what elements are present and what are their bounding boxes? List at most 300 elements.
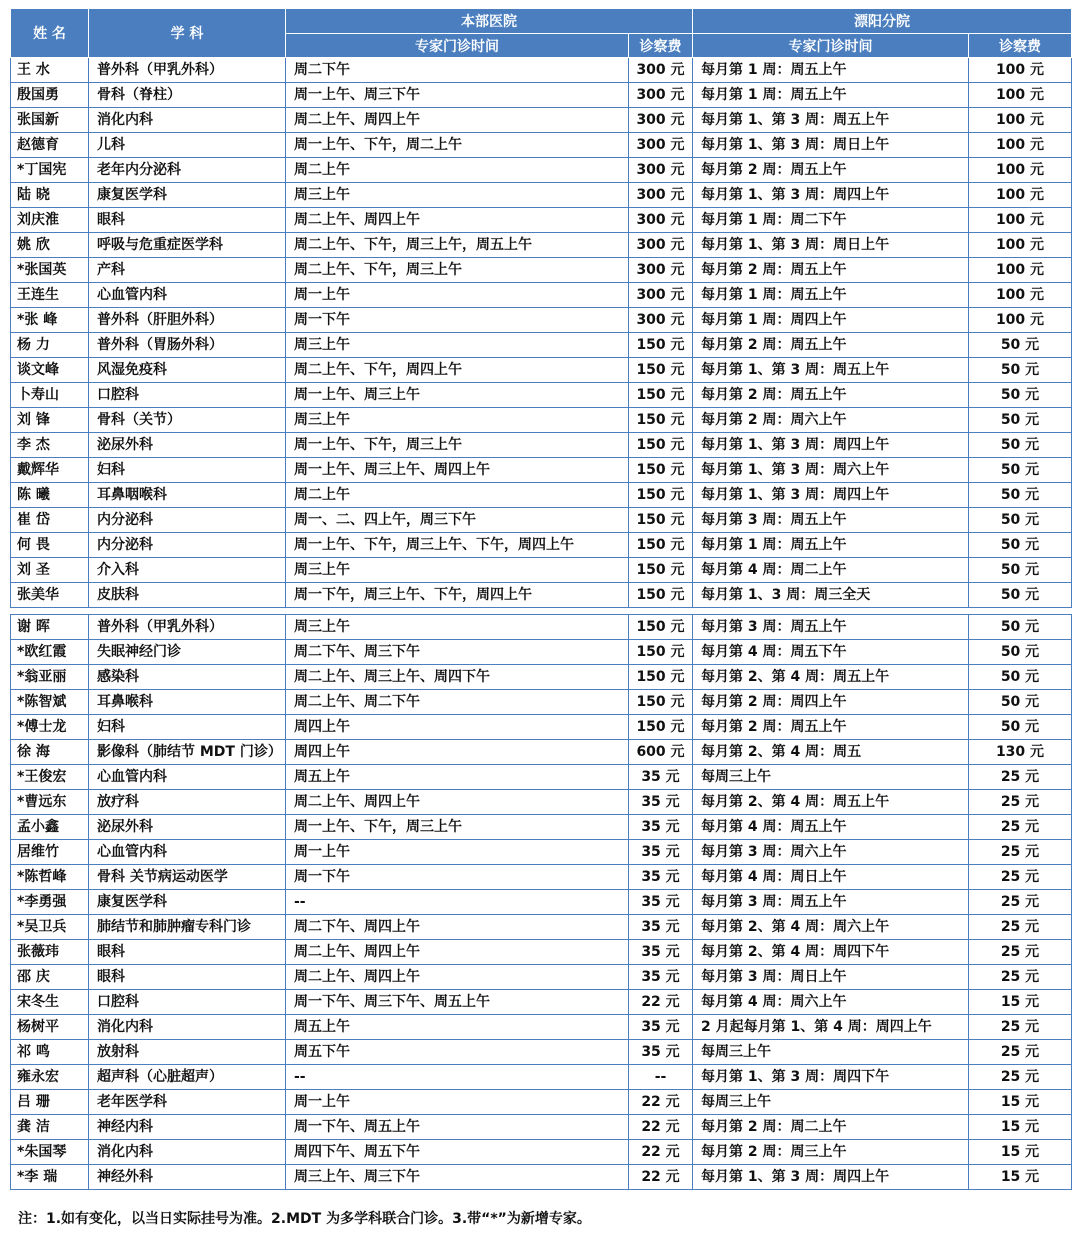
main-schedule-cell: 周五上午 (286, 765, 629, 790)
main-fee-cell: 35 元 (629, 865, 693, 890)
branch-fee-cell: 50 元 (969, 458, 1072, 483)
doctor-name-cell: 张国新 (11, 108, 89, 133)
branch-fee-cell: 100 元 (969, 108, 1072, 133)
branch-schedule-cell: 每月第 1、第 3 周：周日上午 (693, 233, 969, 258)
table-row (11, 640, 1072, 665)
table-row (11, 358, 1072, 383)
department-cell: 肺结节和肺肿瘤专科门诊 (89, 915, 286, 940)
department-cell: 口腔科 (89, 383, 286, 408)
branch-schedule-cell: 每月第 1、3 周：周三全天 (693, 583, 969, 608)
branch-schedule-cell: 每月第 1、第 3 周：周五上午 (693, 358, 969, 383)
department-cell: 心血管内科 (89, 283, 286, 308)
department-cell: 口腔科 (89, 990, 286, 1015)
table-row (11, 690, 1072, 715)
branch-schedule-cell: 每月第 2、第 4 周：周五 (693, 740, 969, 765)
branch-schedule-cell: 每月第 4 周：周五下午 (693, 640, 969, 665)
department-cell: 失眠神经门诊 (89, 640, 286, 665)
department-cell: 消化内科 (89, 1140, 286, 1165)
branch-fee-cell: 25 元 (969, 1015, 1072, 1040)
doctor-name-cell: 何 畏 (11, 533, 89, 558)
department-cell: 耳鼻咽喉科 (89, 483, 286, 508)
table-row (11, 1065, 1072, 1090)
branch-fee-cell: 50 元 (969, 583, 1072, 608)
main-fee-cell: 22 元 (629, 1165, 693, 1190)
department-cell: 心血管内科 (89, 840, 286, 865)
main-schedule-cell: 周二上午、周四上午 (286, 108, 629, 133)
department-cell: 神经内科 (89, 1115, 286, 1140)
header-main-hospital: 本部医院 (286, 9, 693, 34)
table-row (11, 1015, 1072, 1040)
branch-schedule-cell: 每月第 1、第 3 周：周四下午 (693, 1065, 969, 1090)
doctor-name-cell: 雍永宏 (11, 1065, 89, 1090)
main-fee-cell: 35 元 (629, 815, 693, 840)
main-schedule-cell: 周三上午 (286, 183, 629, 208)
main-fee-cell: 300 元 (629, 58, 693, 83)
main-schedule-cell: 周一、二、四上午，周三下午 (286, 508, 629, 533)
doctor-name-cell: *陈哲峰 (11, 865, 89, 890)
main-schedule-cell: 周二上午、周四上午 (286, 208, 629, 233)
branch-fee-cell: 50 元 (969, 358, 1072, 383)
table-row (11, 433, 1072, 458)
table-row (11, 915, 1072, 940)
branch-schedule-cell: 每月第 2、第 4 周：周六上午 (693, 915, 969, 940)
main-schedule-cell: -- (286, 1065, 629, 1090)
department-cell: 呼吸与危重症医学科 (89, 233, 286, 258)
branch-schedule-cell: 每月第 1 周：周四上午 (693, 308, 969, 333)
main-fee-cell: 35 元 (629, 890, 693, 915)
branch-fee-cell: 50 元 (969, 383, 1072, 408)
main-schedule-cell: 周二下午、周四上午 (286, 915, 629, 940)
doctor-name-cell: *李勇强 (11, 890, 89, 915)
department-cell: 骨科（关节） (89, 408, 286, 433)
doctor-name-cell: 刘庆淮 (11, 208, 89, 233)
doctor-name-cell: *吴卫兵 (11, 915, 89, 940)
branch-fee-cell: 100 元 (969, 83, 1072, 108)
department-cell: 普外科（肝胆外科） (89, 308, 286, 333)
department-cell: 风湿免疫科 (89, 358, 286, 383)
doctor-name-cell: 龚 洁 (11, 1115, 89, 1140)
main-schedule-cell: 周二上午、周三上午、周四下午 (286, 665, 629, 690)
table-row (11, 158, 1072, 183)
department-cell: 产科 (89, 258, 286, 283)
branch-schedule-cell: 每月第 1 周：周五上午 (693, 83, 969, 108)
main-fee-cell: 35 元 (629, 1040, 693, 1065)
table-row (11, 1165, 1072, 1190)
branch-fee-cell: 50 元 (969, 433, 1072, 458)
doctor-name-cell: 孟小鑫 (11, 815, 89, 840)
branch-schedule-cell: 每周三上午 (693, 1090, 969, 1115)
branch-schedule-cell: 每月第 2 周：周三上午 (693, 1140, 969, 1165)
main-fee-cell: 150 元 (629, 333, 693, 358)
department-cell: 骨科 关节病运动医学 (89, 865, 286, 890)
main-fee-cell: 300 元 (629, 133, 693, 158)
branch-schedule-cell: 每月第 4 周：周二上午 (693, 558, 969, 583)
branch-schedule-cell: 每月第 2 周：周四上午 (693, 690, 969, 715)
main-schedule-cell: 周三上午 (286, 333, 629, 358)
branch-fee-cell: 25 元 (969, 940, 1072, 965)
department-cell: 眼科 (89, 940, 286, 965)
branch-schedule-cell: 每月第 1、第 3 周：周四上午 (693, 1165, 969, 1190)
branch-fee-cell: 25 元 (969, 1040, 1072, 1065)
table-row (11, 83, 1072, 108)
doctor-name-cell: *张 峰 (11, 308, 89, 333)
main-fee-cell: 35 元 (629, 940, 693, 965)
main-fee-cell: 600 元 (629, 740, 693, 765)
branch-schedule-cell: 2 月起每月第 1、第 4 周：周四上午 (693, 1015, 969, 1040)
department-cell: 神经外科 (89, 1165, 286, 1190)
main-schedule-cell: 周一上午 (286, 840, 629, 865)
main-schedule-cell: 周三上午 (286, 408, 629, 433)
main-schedule-cell: 周四下午、周五下午 (286, 1140, 629, 1165)
branch-schedule-cell: 每月第 3 周：周五上午 (693, 508, 969, 533)
doctor-name-cell: 刘 锋 (11, 408, 89, 433)
branch-schedule-cell: 每周三上午 (693, 1040, 969, 1065)
main-fee-cell: 150 元 (629, 640, 693, 665)
schedule-table (10, 8, 1072, 1190)
doctor-name-cell: 祁 鸣 (11, 1040, 89, 1065)
main-fee-cell: 150 元 (629, 508, 693, 533)
main-schedule-cell: 周一下午、周三下午、周五上午 (286, 990, 629, 1015)
branch-schedule-cell: 每月第 3 周：周五上午 (693, 890, 969, 915)
doctor-name-cell: *王俊宏 (11, 765, 89, 790)
main-fee-cell: 150 元 (629, 715, 693, 740)
department-cell: 感染科 (89, 665, 286, 690)
department-cell: 耳鼻喉科 (89, 690, 286, 715)
main-schedule-cell: 周二下午 (286, 58, 629, 83)
branch-schedule-cell: 每月第 2 周：周五上午 (693, 383, 969, 408)
table-row (11, 715, 1072, 740)
branch-schedule-cell: 每月第 2、第 4 周：周五上午 (693, 790, 969, 815)
department-cell: 内分泌科 (89, 508, 286, 533)
branch-schedule-cell: 每月第 2 周：周五上午 (693, 333, 969, 358)
department-cell: 康复医学科 (89, 890, 286, 915)
branch-fee-cell: 100 元 (969, 308, 1072, 333)
main-fee-cell: 150 元 (629, 665, 693, 690)
doctor-name-cell: *欧红霞 (11, 640, 89, 665)
main-fee-cell: 300 元 (629, 208, 693, 233)
doctor-name-cell: 谢 晖 (11, 615, 89, 640)
main-fee-cell: 150 元 (629, 690, 693, 715)
doctor-name-cell: 张美华 (11, 583, 89, 608)
branch-schedule-cell: 每月第 1 周：周二下午 (693, 208, 969, 233)
department-cell: 消化内科 (89, 1015, 286, 1040)
table-row (11, 333, 1072, 358)
branch-schedule-cell: 每月第 2 周：周六上午 (693, 408, 969, 433)
department-cell: 普外科（甲乳外科） (89, 615, 286, 640)
main-fee-cell: 150 元 (629, 533, 693, 558)
doctor-name-cell: 赵德育 (11, 133, 89, 158)
branch-schedule-cell: 每月第 2 周：周五上午 (693, 258, 969, 283)
branch-schedule-cell: 每月第 4 周：周六上午 (693, 990, 969, 1015)
branch-schedule-cell: 每月第 3 周：周六上午 (693, 840, 969, 865)
main-fee-cell: 150 元 (629, 583, 693, 608)
main-schedule-cell: 周四上午 (286, 740, 629, 765)
doctor-name-cell: *翁亚丽 (11, 665, 89, 690)
department-cell: 皮肤科 (89, 583, 286, 608)
main-fee-cell: -- (629, 1065, 693, 1090)
main-fee-cell: 300 元 (629, 83, 693, 108)
main-schedule-cell: 周一上午、下午，周三上午、下午，周四上午 (286, 533, 629, 558)
main-schedule-cell: 周一上午 (286, 1090, 629, 1115)
department-cell: 骨科（脊柱） (89, 83, 286, 108)
branch-fee-cell: 50 元 (969, 715, 1072, 740)
department-cell: 消化内科 (89, 108, 286, 133)
doctor-name-cell: 居维竹 (11, 840, 89, 865)
branch-fee-cell: 100 元 (969, 233, 1072, 258)
main-schedule-cell: 周二上午、周二下午 (286, 690, 629, 715)
doctor-name-cell: *陈智斌 (11, 690, 89, 715)
table-row (11, 408, 1072, 433)
table-row (11, 1115, 1072, 1140)
branch-fee-cell: 25 元 (969, 790, 1072, 815)
department-cell: 普外科（胃肠外科） (89, 333, 286, 358)
doctor-name-cell: *张国英 (11, 258, 89, 283)
doctor-name-cell: 崔 岱 (11, 508, 89, 533)
table-row (11, 58, 1072, 83)
main-fee-cell: 22 元 (629, 1140, 693, 1165)
main-schedule-cell: 周二上午、周四上午 (286, 790, 629, 815)
branch-fee-cell: 25 元 (969, 865, 1072, 890)
main-fee-cell: 150 元 (629, 383, 693, 408)
main-schedule-cell: 周一上午、下午，周三上午 (286, 433, 629, 458)
main-fee-cell: 22 元 (629, 1090, 693, 1115)
main-schedule-cell: 周一上午、周三上午、周四上午 (286, 458, 629, 483)
department-cell: 泌尿外科 (89, 815, 286, 840)
main-fee-cell: 300 元 (629, 158, 693, 183)
table-row (11, 890, 1072, 915)
branch-schedule-cell: 每月第 3 周：周五上午 (693, 615, 969, 640)
table-row (11, 208, 1072, 233)
doctor-name-cell: 张薇玮 (11, 940, 89, 965)
branch-fee-cell: 50 元 (969, 615, 1072, 640)
doctor-name-cell: 姚 欣 (11, 233, 89, 258)
branch-fee-cell: 15 元 (969, 1115, 1072, 1140)
doctor-name-cell: 戴辉华 (11, 458, 89, 483)
main-schedule-cell: 周三上午 (286, 615, 629, 640)
branch-schedule-cell: 每月第 1、第 3 周：周六上午 (693, 458, 969, 483)
table-row (11, 458, 1072, 483)
department-cell: 心血管内科 (89, 765, 286, 790)
table-row (11, 815, 1072, 840)
main-schedule-cell: 周一上午、周三下午 (286, 83, 629, 108)
department-cell: 妇科 (89, 458, 286, 483)
main-fee-cell: 35 元 (629, 790, 693, 815)
main-fee-cell: 35 元 (629, 840, 693, 865)
main-schedule-cell: 周二上午、周四上午 (286, 965, 629, 990)
department-cell: 超声科（心脏超声） (89, 1065, 286, 1090)
main-fee-cell: 300 元 (629, 283, 693, 308)
branch-fee-cell: 100 元 (969, 58, 1072, 83)
main-fee-cell: 150 元 (629, 408, 693, 433)
department-cell: 老年内分泌科 (89, 158, 286, 183)
department-cell: 老年医学科 (89, 1090, 286, 1115)
doctor-name-cell: 吕 珊 (11, 1090, 89, 1115)
branch-fee-cell: 15 元 (969, 1165, 1072, 1190)
main-schedule-cell: 周一下午 (286, 308, 629, 333)
branch-fee-cell: 25 元 (969, 915, 1072, 940)
main-fee-cell: 35 元 (629, 965, 693, 990)
doctor-name-cell: *丁国宪 (11, 158, 89, 183)
branch-fee-cell: 15 元 (969, 1090, 1072, 1115)
footnote: 注：1.如有变化，以当日实际挂号为准。2.MDT 为多学科联合门诊。3.带“*”为新增专家。 (18, 1211, 591, 1227)
table-row (11, 765, 1072, 790)
department-cell: 内分泌科 (89, 533, 286, 558)
branch-fee-cell: 15 元 (969, 990, 1072, 1015)
doctor-name-cell: 徐 海 (11, 740, 89, 765)
table-body (11, 58, 1072, 1190)
doctor-name-cell: 谈文峰 (11, 358, 89, 383)
table-row (11, 940, 1072, 965)
branch-fee-cell: 50 元 (969, 558, 1072, 583)
header-branch-hospital: 漂阳分院 (693, 9, 1072, 34)
doctor-name-cell: 邵 庆 (11, 965, 89, 990)
main-schedule-cell: 周二下午、周三下午 (286, 640, 629, 665)
branch-fee-cell: 100 元 (969, 283, 1072, 308)
main-schedule-cell: 周一上午、下午，周三上午 (286, 815, 629, 840)
main-schedule-cell: 周一上午 (286, 283, 629, 308)
doctor-name-cell: *朱国琴 (11, 1140, 89, 1165)
main-schedule-cell: -- (286, 890, 629, 915)
gap-cell (11, 608, 1072, 615)
department-cell: 影像科（肺结节 MDT 门诊） (89, 740, 286, 765)
main-fee-cell: 35 元 (629, 765, 693, 790)
main-schedule-cell: 周一下午、周五上午 (286, 1115, 629, 1140)
main-fee-cell: 150 元 (629, 558, 693, 583)
table-row (11, 133, 1072, 158)
table-row (11, 383, 1072, 408)
department-cell: 普外科（甲乳外科） (89, 58, 286, 83)
header-dept: 学 科 (89, 9, 286, 58)
main-schedule-cell: 周三上午、周三下午 (286, 1165, 629, 1190)
doctor-name-cell: *曹远东 (11, 790, 89, 815)
table-row (11, 483, 1072, 508)
branch-fee-cell: 25 元 (969, 890, 1072, 915)
main-fee-cell: 35 元 (629, 915, 693, 940)
header-branch-time: 专家门诊时间 (693, 34, 969, 58)
table-row (11, 108, 1072, 133)
department-cell: 泌尿外科 (89, 433, 286, 458)
branch-fee-cell: 50 元 (969, 483, 1072, 508)
doctor-name-cell: 王连生 (11, 283, 89, 308)
department-cell: 妇科 (89, 715, 286, 740)
header-main-fee: 诊察费 (629, 34, 693, 58)
table-row (11, 258, 1072, 283)
table-row (11, 533, 1072, 558)
branch-fee-cell: 25 元 (969, 815, 1072, 840)
table-row (11, 508, 1072, 533)
doctor-name-cell: *李 瑞 (11, 1165, 89, 1190)
main-fee-cell: 22 元 (629, 1115, 693, 1140)
main-fee-cell: 300 元 (629, 183, 693, 208)
main-schedule-cell: 周二上午 (286, 158, 629, 183)
doctor-name-cell: 陆 晓 (11, 183, 89, 208)
department-cell: 放疗科 (89, 790, 286, 815)
main-fee-cell: 150 元 (629, 615, 693, 640)
branch-schedule-cell: 每月第 1 周：周五上午 (693, 58, 969, 83)
main-schedule-cell: 周一下午 (286, 865, 629, 890)
table-row (11, 308, 1072, 333)
main-fee-cell: 150 元 (629, 358, 693, 383)
branch-schedule-cell: 每月第 4 周：周日上午 (693, 865, 969, 890)
doctor-name-cell: 杨 力 (11, 333, 89, 358)
branch-fee-cell: 100 元 (969, 258, 1072, 283)
table-row (11, 665, 1072, 690)
branch-schedule-cell: 每月第 1、第 3 周：周四上午 (693, 183, 969, 208)
table-row (11, 965, 1072, 990)
table-row (11, 183, 1072, 208)
main-fee-cell: 35 元 (629, 1015, 693, 1040)
table-row (11, 865, 1072, 890)
branch-fee-cell: 50 元 (969, 665, 1072, 690)
schedule-table-wrapper (10, 8, 1071, 1190)
main-schedule-cell: 周二上午、下午，周三上午，周五上午 (286, 233, 629, 258)
doctor-name-cell: 陈 曦 (11, 483, 89, 508)
main-fee-cell: 300 元 (629, 233, 693, 258)
branch-schedule-cell: 每月第 1 周：周五上午 (693, 283, 969, 308)
main-schedule-cell: 周二上午、下午，周四上午 (286, 358, 629, 383)
main-schedule-cell: 周四上午 (286, 715, 629, 740)
doctor-name-cell: 刘 圣 (11, 558, 89, 583)
branch-schedule-cell: 每月第 2、第 4 周：周五上午 (693, 665, 969, 690)
table-row (11, 558, 1072, 583)
branch-fee-cell: 25 元 (969, 965, 1072, 990)
table-row (11, 283, 1072, 308)
branch-schedule-cell: 每周三上午 (693, 765, 969, 790)
doctor-name-cell: 杨树平 (11, 1015, 89, 1040)
branch-fee-cell: 50 元 (969, 533, 1072, 558)
table-row (11, 1140, 1072, 1165)
branch-schedule-cell: 每月第 1、第 3 周：周五上午 (693, 108, 969, 133)
branch-fee-cell: 25 元 (969, 840, 1072, 865)
branch-fee-cell: 100 元 (969, 158, 1072, 183)
branch-schedule-cell: 每月第 1 周：周五上午 (693, 533, 969, 558)
section-gap (11, 608, 1072, 615)
branch-schedule-cell: 每月第 4 周：周五上午 (693, 815, 969, 840)
doctor-name-cell: 殷国勇 (11, 83, 89, 108)
main-fee-cell: 150 元 (629, 483, 693, 508)
main-fee-cell: 300 元 (629, 258, 693, 283)
table-row (11, 1040, 1072, 1065)
table-row (11, 990, 1072, 1015)
branch-schedule-cell: 每月第 2 周：周五上午 (693, 158, 969, 183)
branch-schedule-cell: 每月第 2 周：周五上午 (693, 715, 969, 740)
table-row (11, 583, 1072, 608)
main-schedule-cell: 周二上午 (286, 483, 629, 508)
main-schedule-cell: 周五下午 (286, 1040, 629, 1065)
table-row (11, 233, 1072, 258)
department-cell: 眼科 (89, 965, 286, 990)
branch-schedule-cell: 每月第 3 周：周日上午 (693, 965, 969, 990)
main-fee-cell: 22 元 (629, 990, 693, 1015)
main-fee-cell: 300 元 (629, 308, 693, 333)
main-schedule-cell: 周五上午 (286, 1015, 629, 1040)
main-schedule-cell: 周一下午，周三上午、下午，周四上午 (286, 583, 629, 608)
table-row (11, 840, 1072, 865)
doctor-name-cell: 卜寿山 (11, 383, 89, 408)
branch-schedule-cell: 每月第 2 周：周二上午 (693, 1115, 969, 1140)
department-cell: 眼科 (89, 208, 286, 233)
main-schedule-cell: 周一上午、周三上午 (286, 383, 629, 408)
branch-schedule-cell: 每月第 1、第 3 周：周四上午 (693, 433, 969, 458)
department-cell: 放射科 (89, 1040, 286, 1065)
branch-schedule-cell: 每月第 1、第 3 周：周四上午 (693, 483, 969, 508)
main-fee-cell: 150 元 (629, 458, 693, 483)
main-schedule-cell: 周二上午、下午，周三上午 (286, 258, 629, 283)
branch-fee-cell: 100 元 (969, 183, 1072, 208)
doctor-name-cell: *傅士龙 (11, 715, 89, 740)
branch-fee-cell: 50 元 (969, 333, 1072, 358)
branch-schedule-cell: 每月第 2、第 4 周：周四下午 (693, 940, 969, 965)
